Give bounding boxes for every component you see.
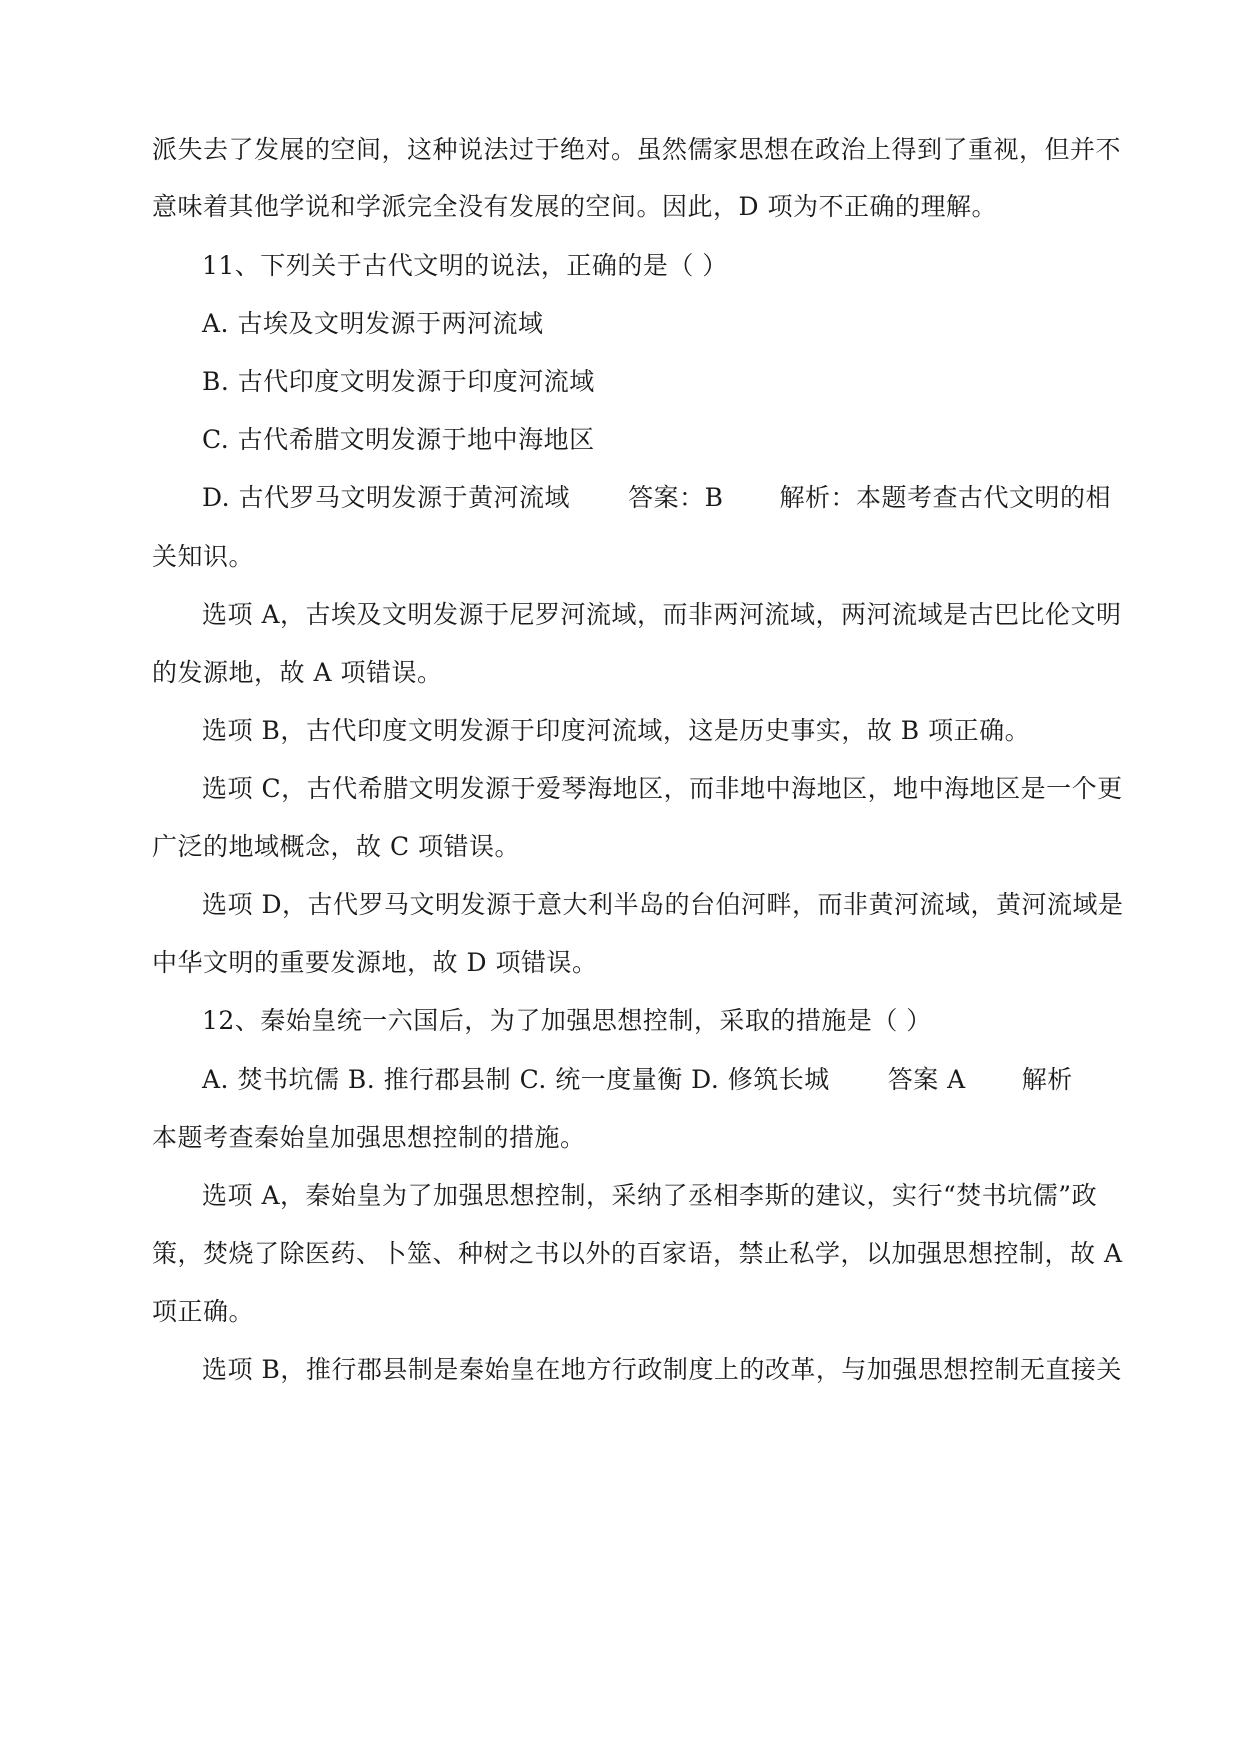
text-line: 项正确。 (152, 1297, 255, 1326)
question-11-option-d-row (202, 481, 1111, 515)
text-line: 派失去了发展的空间，这种说法过于绝对。虽然儒家思想在政治上得到了重视，但并不 (152, 135, 1122, 164)
text-line: 本题考查秦始皇加强思想控制的措施。 (152, 1123, 586, 1152)
text-line: 选项 B，古代印度文明发源于印度河流域，这是历史事实，故 B 项正确。 (202, 716, 1031, 745)
question-11-option-c: C. 古代希腊文明发源于地中海地区 (202, 425, 595, 454)
text-line: 关知识。 (152, 542, 255, 571)
text-line: 广泛的地域概念，故 C 项错误。 (152, 832, 521, 861)
question-11-option-a: A. 古埃及文明发源于两河流域 (202, 309, 544, 338)
text-line: 选项 D，古代罗马文明发源于意大利半岛的台伯河畔，而非黄河流域，黄河流域是 (202, 890, 1124, 919)
text-line: 的发源地，故 A 项错误。 (152, 658, 443, 687)
question-11-answer: 答案：B (628, 483, 724, 512)
text-line: 选项 A，古埃及文明发源于尼罗河流域，而非两河流域，两河流域是古巴比伦文明 (202, 600, 1122, 629)
text-line: 意味着其他学说和学派完全没有发展的空间。因此，D 项为不正确的理解。 (152, 192, 997, 221)
question-11-analysis-start: 解析：本题考查古代文明的相 (779, 483, 1111, 512)
text-line: 选项 C，古代希腊文明发源于爱琴海地区，而非地中海地区，地中海地区是一个更 (202, 774, 1123, 803)
question-12-stem: 12、秦始皇统一六国后，为了加强思想控制，采取的措施是（ ） (202, 1006, 932, 1035)
text-line: 中华文明的重要发源地，故 D 项错误。 (152, 948, 598, 977)
text-line: 选项 B，推行郡县制是秦始皇在地方行政制度上的改革，与加强思想控制无直接关 (202, 1355, 1122, 1384)
question-11-option-d: D. 古代罗马文明发源于黄河流域 (202, 483, 571, 512)
text-line: 选项 A，秦始皇为了加强思想控制，采纳了丞相李斯的建议，实行“焚书坑儒”政 (202, 1181, 1098, 1210)
question-12-options: A. 焚书坑儒 B. 推行郡县制 C. 统一度量衡 D. 修筑长城 (202, 1065, 830, 1094)
question-12-options-row (202, 1063, 1073, 1097)
question-11-stem: 11、下列关于古代文明的说法，正确的是（ ） (202, 251, 728, 280)
text-line: 策，焚烧了除医药、卜筮、种树之书以外的百家语，禁止私学，以加强思想控制，故 A (152, 1239, 1123, 1268)
question-12-analysis-label: 解析 (1021, 1065, 1073, 1094)
question-12-answer: 答案 A (887, 1065, 966, 1094)
question-11-option-b: B. 古代印度文明发源于印度河流域 (202, 367, 595, 396)
